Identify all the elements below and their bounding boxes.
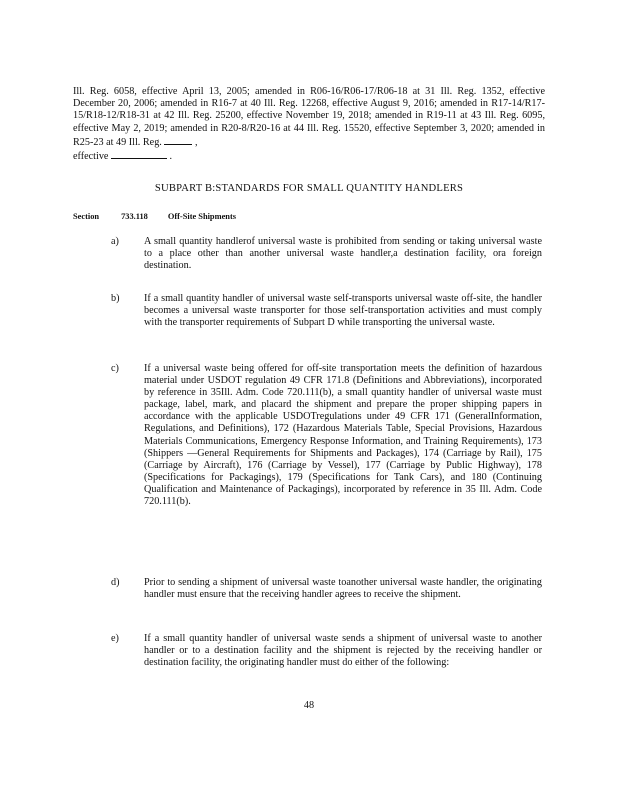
section-title: Off-Site Shipments (167, 212, 236, 221)
blank-line (164, 135, 192, 145)
subsection-label: e) (111, 633, 119, 644)
subsection-label: c) (111, 363, 119, 374)
section-label: Section (73, 212, 100, 221)
subpart-heading: SUBPART B:STANDARDS FOR SMALL QUANTITY HANDLERS (154, 183, 464, 194)
subsection-text: If a small quantity handler of universal waste sends a shipment of universal waste to another handler or to a destination facility and the shipment is rejected by the receiving handler or destination facility, the originating handler must do either of the following: (144, 633, 542, 669)
subsection-label: a) (111, 236, 119, 247)
history-comma: , (194, 136, 198, 148)
subsection-text: If a small quantity handler of universal waste self-transports universal waste off-site, the handler becomes a universal waste transporter for those self-transportation activities and must comply with the transporter requirements of Subpart D while transporting the universal waste. (144, 293, 542, 329)
history-period: . (169, 151, 173, 163)
history-note (73, 86, 545, 163)
subsection-text: A small quantity handlerof universal waste is prohibited from sending or taking universal waste to a place other than another universal waste handler,a destination facility, ora foreign destination. (144, 236, 542, 272)
page-number: 48 (303, 700, 315, 711)
history-effective-label: effective (73, 151, 109, 163)
subsection-text: If a universal waste being offered for off-site transportation meets the definition of hazardous material under USDOT regulation 49 CFR 171.8 (Definitions and Abbreviations), incorporated by reference in 35Ill. Adm. Code 720.111(b), a small quantity handler of universal waste must package, label, mark, and placard the shipment and prepare the proper shipping papers in accordance with the applicable USDOTregulations under 49 CFR 171 (GeneralInformation, Regulations, and Definitions), 172 (Hazardous Materials Table, Special Provisions, Hazardous Materials Communications, Emergency Response Information, and Training Requirements), 173 (Shippers —General Requirements for Shipments and Packages), 174 (Carriage by Rail), 175 (Carriage by Aircraft), 176 (Carriage by Vessel), 177 (Carriage by Public Highway), 178 (Specifications for Packagings), 179 (Specifications for Tank Cars), and 180 (Continuing Qualification and Maintenance of Packagings), incorporated by reference in 35 Ill. Adm. Code 720.111(b). (144, 363, 542, 508)
subsection-text: Prior to sending a shipment of universal waste toanother universal waste handler, the originating handler must ensure that the receiving handler agrees to receive the shipment. (144, 577, 542, 601)
subsection-label: b) (111, 293, 120, 304)
blank-line (111, 149, 167, 159)
section-number: 733.118 (121, 212, 148, 221)
section-heading (73, 212, 236, 221)
history-note-text: Ill. Reg. 6058, effective April 13, 2005; amended in R06-16/R06-17/R06-18 at 31 Ill. Reg. 1352, effective December 20, 2006; amended in R16-7 at 40 Ill. Reg. 12268, effective August 9, 2016; amended in R17-14/R17-15/R18-12/R18-31 at 42 Ill. Reg. 25200, effective November 19, 2018; amended in R19-11 at 43 Ill. Reg. 6095, effective May 2, 2019; amended in R20-8/R20-16 at 44 Ill. Reg. 15520, effective September 3, 2020; amended in R25-23 at 49 Ill. Reg. (73, 86, 545, 148)
subsection-label: d) (111, 577, 120, 588)
